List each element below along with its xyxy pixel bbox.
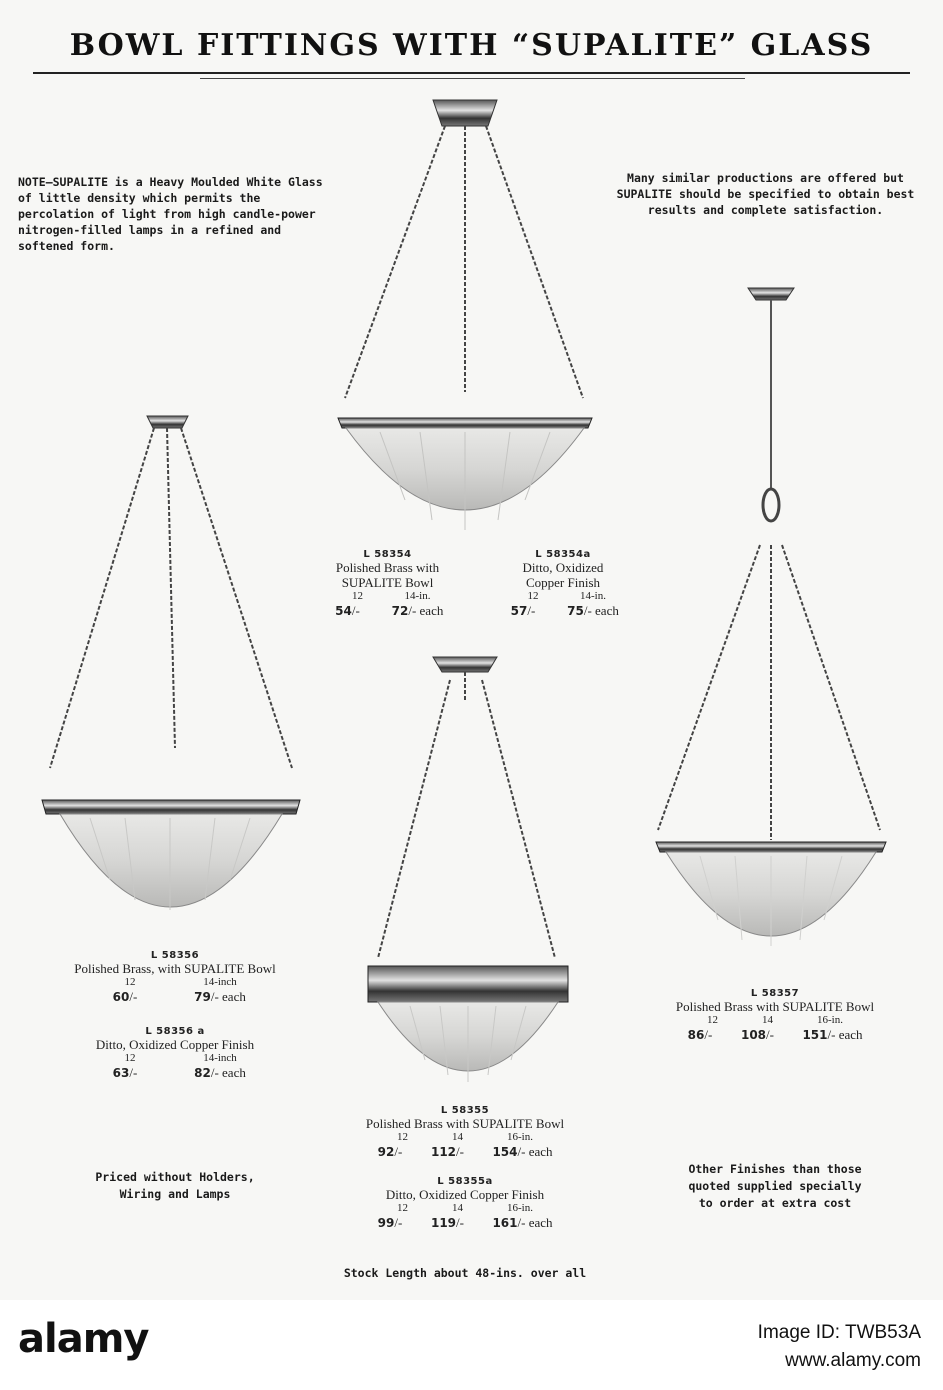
price-unit: /- each xyxy=(408,603,444,618)
caption-l58356 xyxy=(30,950,320,1005)
size-value: 14 xyxy=(452,1202,463,1214)
price-row xyxy=(330,1144,600,1160)
note-line: Wiring and Lamps xyxy=(119,1187,231,1201)
price-unit: /- each xyxy=(210,1065,246,1080)
caption-l58356a xyxy=(30,1026,320,1081)
price-value: 79 xyxy=(194,990,211,1004)
price-value: 151 xyxy=(802,1028,828,1042)
size-row xyxy=(300,590,475,603)
size-value: 14-in. xyxy=(404,590,431,602)
size-row xyxy=(478,590,648,603)
price-value: 72 xyxy=(391,604,409,618)
price-value: 63 xyxy=(112,1066,130,1080)
price-value: 108 xyxy=(740,1028,767,1042)
product-description: SUPALITE Bowl xyxy=(341,575,434,590)
caption-l58357 xyxy=(630,988,920,1043)
price-value: 112 xyxy=(430,1145,457,1159)
price-row xyxy=(478,603,648,619)
price-value: 161 xyxy=(492,1216,518,1230)
fixture-l58357-image xyxy=(656,288,886,946)
price-unit: /- xyxy=(704,1027,713,1042)
price-value: 86 xyxy=(687,1028,705,1042)
size-row xyxy=(330,1202,600,1215)
product-code: L 58355a xyxy=(437,1176,493,1187)
size-row xyxy=(630,1014,920,1027)
size-value: 16-in. xyxy=(507,1131,533,1143)
size-value: 14 xyxy=(452,1131,463,1143)
price-unit: /- xyxy=(527,603,536,618)
size-value: 14-inch xyxy=(203,976,237,988)
specification-note: Many similar productions are offered but SUPALITE should be specified to obtain best results and complete satisfaction. xyxy=(616,171,915,217)
fixture-l58354-image xyxy=(338,100,592,530)
price-row xyxy=(30,1065,320,1081)
size-value: 16-in. xyxy=(507,1202,533,1214)
note-line: Other Finishes than those xyxy=(688,1162,862,1176)
price-unit: /- xyxy=(394,1144,403,1159)
image-id-label: Image ID: TWB53A xyxy=(757,1322,921,1343)
price-unit: /- xyxy=(766,1027,774,1042)
price-value: 92 xyxy=(377,1145,395,1159)
price-value: 57 xyxy=(510,604,528,618)
price-value: 154 xyxy=(492,1145,518,1159)
size-value: 12 xyxy=(397,1131,408,1143)
size-value: 14-inch xyxy=(203,1052,237,1064)
caption-l58355a xyxy=(330,1176,600,1231)
size-value: 12 xyxy=(397,1202,408,1214)
note-line: Priced without Holders, xyxy=(95,1170,255,1184)
fixture-l58356-image xyxy=(42,416,300,910)
product-code: L 58354 xyxy=(363,549,412,560)
price-unit: /- each xyxy=(583,603,619,618)
note-line: quoted supplied specially xyxy=(688,1179,862,1193)
price-unit: /- each xyxy=(210,989,246,1004)
price-value: 60 xyxy=(112,990,130,1004)
product-description: Copper Finish xyxy=(525,575,601,590)
caption-l58355 xyxy=(330,1105,600,1160)
size-value: 12 xyxy=(527,590,539,602)
product-code: L 58354a xyxy=(535,549,591,560)
price-row xyxy=(30,989,320,1005)
stock-length-note: Stock Length about 48-ins. over all xyxy=(343,1266,587,1280)
size-row xyxy=(30,976,320,989)
price-row xyxy=(330,1215,600,1231)
price-value: 54 xyxy=(335,604,352,618)
price-unit: /- xyxy=(456,1144,464,1159)
priced-without-note xyxy=(40,1169,310,1203)
note-line: to order at extra cost xyxy=(698,1196,852,1210)
product-description: Ditto, Oxidized xyxy=(522,560,604,575)
size-value: 12 xyxy=(124,1052,136,1064)
product-code: L 58355 xyxy=(440,1105,490,1116)
product-description: Ditto, Oxidized Copper Finish xyxy=(95,1037,255,1052)
product-description: Polished Brass with SUPALITE Bowl xyxy=(675,999,875,1014)
product-code: L 58356 xyxy=(150,950,200,961)
price-unit: /- each xyxy=(517,1215,553,1230)
size-value: 16-in. xyxy=(817,1014,843,1026)
other-finishes-note xyxy=(640,1161,910,1212)
price-unit: /- xyxy=(456,1215,464,1230)
price-value: 75 xyxy=(567,604,584,618)
product-description: Polished Brass with xyxy=(335,560,440,575)
price-unit: /- xyxy=(129,1065,138,1080)
page-title: BOWL FITTINGS WITH “SUPALITE” GLASS xyxy=(69,28,874,63)
product-description: Polished Brass, with SUPALITE Bowl xyxy=(74,961,276,976)
price-row xyxy=(630,1027,920,1043)
price-value: 119 xyxy=(430,1216,457,1230)
fixture-l58355-image xyxy=(368,657,568,1082)
supalite-note: NOTE—SUPALITE is a Heavy Moulded White Glass of little density which permits the percolation of light from high candle-power nitrogen-filled lamps in a refined and softened form. xyxy=(18,175,323,253)
alamy-logo: alamy xyxy=(18,1316,149,1362)
size-row xyxy=(330,1131,600,1144)
product-description: Ditto, Oxidized Copper Finish xyxy=(385,1187,545,1202)
price-value: 82 xyxy=(194,1066,211,1080)
size-value: 12 xyxy=(352,590,363,602)
size-value: 12 xyxy=(707,1014,718,1026)
price-unit: /- xyxy=(351,603,360,618)
price-unit: /- each xyxy=(517,1144,553,1159)
caption-l58354a xyxy=(478,549,648,619)
price-unit: /- each xyxy=(827,1027,863,1042)
price-unit: /- xyxy=(129,989,138,1004)
product-code: L 58357 xyxy=(750,988,800,999)
price-value: 99 xyxy=(377,1216,395,1230)
footer-url[interactable]: www.alamy.com xyxy=(785,1350,921,1371)
product-description: Polished Brass with SUPALITE Bowl xyxy=(365,1116,565,1131)
size-value: 14 xyxy=(762,1014,773,1026)
size-row xyxy=(30,1052,320,1065)
size-value: 14-in. xyxy=(580,590,606,602)
price-unit: /- xyxy=(394,1215,403,1230)
price-row xyxy=(300,603,475,619)
caption-l58354 xyxy=(300,549,475,619)
size-value: 12 xyxy=(124,976,136,988)
product-code: L 58356 a xyxy=(145,1026,205,1037)
